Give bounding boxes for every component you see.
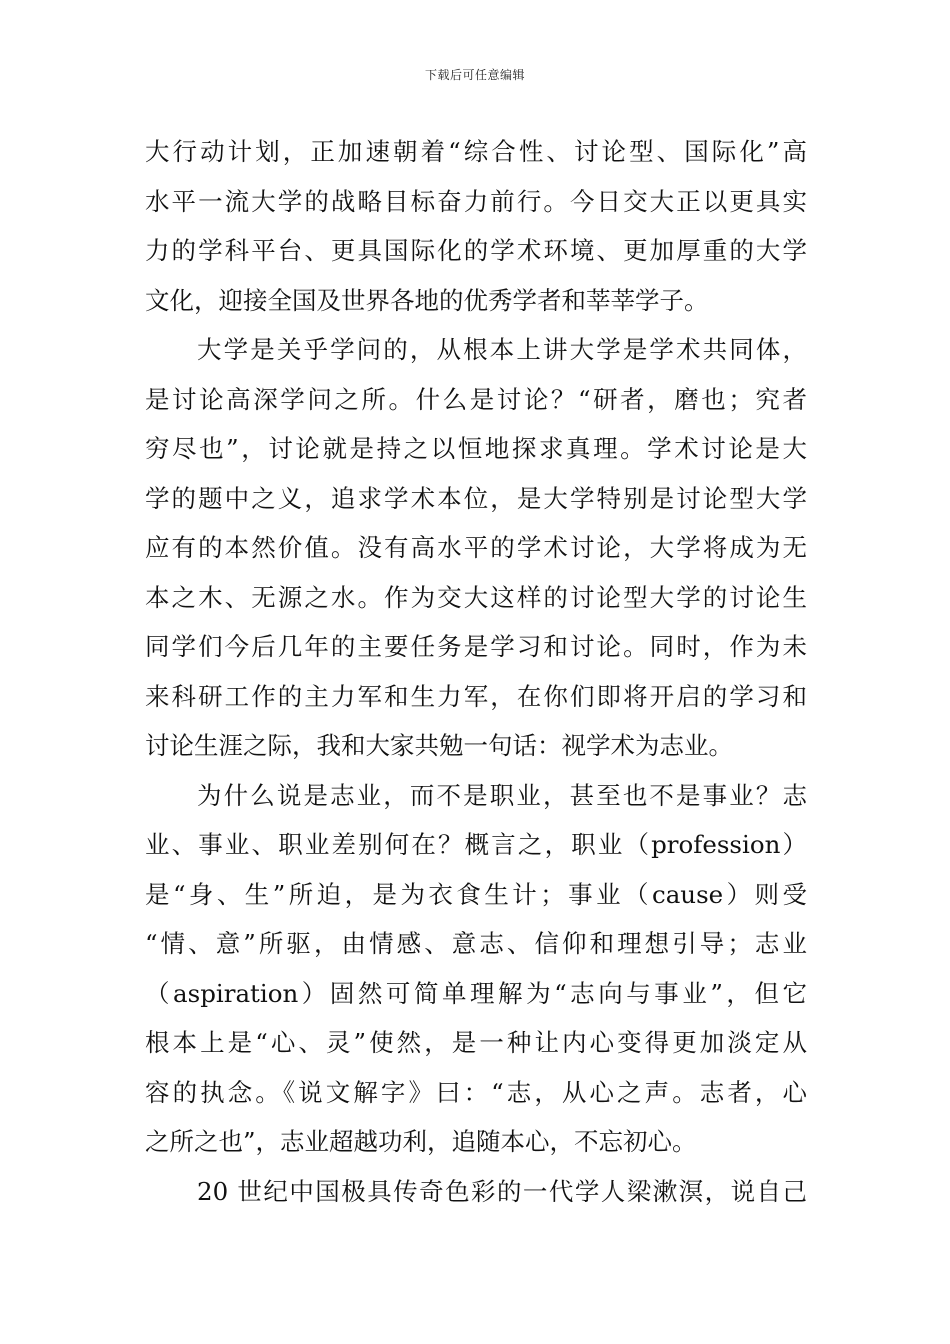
text-line: 穷尽也”，讨论就是持之以恒地探求真理。学术讨论是大 (145, 434, 807, 463)
text-line: 同学们今后几年的主要任务是学习和讨论。同时，作为未 (145, 632, 807, 661)
text-line: （aspiration）固然可简单理解为“志向与事业”，但它 (145, 978, 807, 1008)
text-line: 为什么说是志业，而不是职业，甚至也不是事业？志 (197, 780, 807, 810)
text-line: 20 世纪中国极具传奇色彩的一代学人梁漱溟，说自己 (197, 1176, 807, 1206)
text-line: 应有的本然价值。没有高水平的学术讨论，大学将成为无 (145, 533, 807, 562)
text-line: 是“身、生”所迫，是为衣食生计；事业（cause）则受 (145, 879, 807, 909)
text-line: 容的执念。《说文解字》曰：“志，从心之声。志者，心 (145, 1077, 807, 1107)
text-line: 根本上是“心、灵”使然，是一种让内心变得更加淡定从 (145, 1028, 807, 1057)
page-header: 下载后可任意编辑 (424, 68, 525, 82)
text-line: 讨论生涯之际，我和大家共勉一句话：视学术为志业。 (145, 731, 733, 760)
text-line: 之所之也”，志业超越功利，追随本心，不忘初心。 (145, 1127, 697, 1156)
text-line: 大学是关乎学问的，从根本上讲大学是学术共同体， (197, 335, 807, 364)
text-line: 学的题中之义，追求学术本位，是大学特别是讨论型大学 (145, 483, 807, 513)
text-line: 水平一流大学的战略目标奋力前行。今日交大正以更具实 (145, 186, 807, 216)
text-line: 是讨论高深学问之所。什么是讨论？“研者，磨也；究者 (145, 384, 807, 414)
text-line: 大行动计划，正加速朝着“综合性、讨论型、国际化”高 (145, 137, 807, 166)
text-line: 本之木、无源之水。作为交大这样的讨论型大学的讨论生 (145, 582, 807, 612)
body-text (145, 127, 807, 1216)
text-line: 业、事业、职业差别何在？概言之，职业（profession） (145, 830, 807, 859)
text-line: 力的学科平台、更具国际化的学术环境、更加厚重的大学 (145, 236, 807, 265)
text-line: 来科研工作的主力军和生力军，在你们即将开启的学习和 (145, 681, 807, 711)
text-line: 文化，迎接全国及世界各地的优秀学者和莘莘学子。 (145, 285, 709, 315)
text-line: “情、意”所驱，由情感、意志、信仰和理想引导；志业 (145, 929, 807, 958)
